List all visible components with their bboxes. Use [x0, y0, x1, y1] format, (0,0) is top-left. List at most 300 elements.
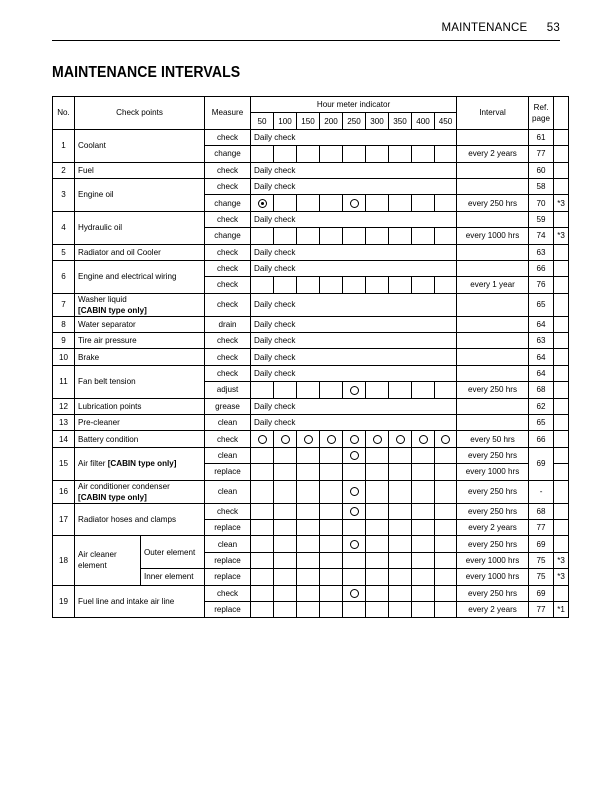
hour-mark-cell: [389, 382, 412, 398]
hour-mark-cell: [320, 146, 343, 162]
interval-cell: [457, 244, 529, 260]
item-number: 13: [53, 415, 75, 431]
hour-mark-cell: [297, 503, 320, 519]
ref-page-cell: 68: [529, 382, 554, 398]
ref-page-cell: 75: [529, 569, 554, 585]
measure-cell: replace: [205, 552, 251, 568]
interval-cell: every 250 hrs: [457, 195, 529, 211]
item-name-text: Fuel: [78, 165, 94, 175]
item-number: 17: [53, 503, 75, 536]
item-name: [75, 431, 205, 447]
ref-page-cell: 64: [529, 365, 554, 381]
hour-mark-cell: [435, 464, 457, 480]
measure-cell: check: [205, 260, 251, 276]
note-cell: *1: [554, 601, 569, 617]
hour-mark-cell: [274, 552, 297, 568]
item-number: 19: [53, 585, 75, 618]
item-name-text: Tire air pressure: [78, 336, 137, 346]
hour-mark-cell: [412, 146, 435, 162]
item-name-text: Fuel line and intake air line: [78, 596, 175, 606]
ref-page-cell: 64: [529, 316, 554, 332]
interval-cell: every 250 hrs: [457, 480, 529, 503]
maintenance-table: [52, 96, 569, 618]
item-name: [75, 178, 205, 211]
hour-mark-cell: [412, 585, 435, 601]
header-divider: [52, 40, 560, 41]
hour-mark-cell: [251, 519, 274, 535]
hour-mark-cell: [343, 382, 366, 398]
item-name-qualifier: [CABIN type only]: [78, 492, 147, 502]
note-cell: [554, 162, 569, 178]
item-name-text: Hydraulic oil: [78, 223, 123, 233]
measure-cell: clean: [205, 536, 251, 552]
item-name: [75, 585, 205, 618]
interval-cell: [457, 162, 529, 178]
daily-check-cell: Daily check: [251, 211, 457, 227]
measure-cell: check: [205, 293, 251, 316]
measure-cell: check: [205, 129, 251, 145]
hour-mark-cell: [412, 447, 435, 463]
daily-check-cell: Daily check: [251, 398, 457, 414]
item-name: [75, 349, 205, 365]
hour-mark-cell: [274, 447, 297, 463]
ref-page-cell: 77: [529, 519, 554, 535]
measure-cell: check: [205, 349, 251, 365]
interval-cell: every 250 hrs: [457, 536, 529, 552]
hour-mark-cell: [343, 585, 366, 601]
table-row: [53, 316, 569, 332]
col-header-measure: Measure: [205, 97, 251, 130]
interval-cell: every 250 hrs: [457, 503, 529, 519]
daily-check-cell: Daily check: [251, 349, 457, 365]
hour-mark-cell: [412, 569, 435, 585]
interval-cell: [457, 260, 529, 276]
item-number: 3: [53, 178, 75, 211]
table-row: [53, 260, 569, 276]
note-cell: [554, 398, 569, 414]
note-cell: *3: [554, 569, 569, 585]
interval-cell: every 1000 hrs: [457, 552, 529, 568]
note-cell: [554, 244, 569, 260]
item-number: 18: [53, 536, 75, 585]
hour-mark-cell: [435, 536, 457, 552]
interval-cell: [457, 365, 529, 381]
open-circle-icon: [350, 507, 359, 516]
measure-cell: adjust: [205, 382, 251, 398]
daily-check-cell: Daily check: [251, 244, 457, 260]
note-cell: [554, 519, 569, 535]
item-name: [75, 211, 205, 244]
ref-page-cell: 65: [529, 415, 554, 431]
note-cell: [554, 585, 569, 601]
item-name-qualifier: [CABIN type only]: [78, 305, 147, 315]
measure-cell: drain: [205, 316, 251, 332]
hour-mark-cell: [320, 519, 343, 535]
measure-cell: check: [205, 277, 251, 293]
hour-mark-cell: [297, 431, 320, 447]
measure-cell: replace: [205, 464, 251, 480]
ref-page-cell: 59: [529, 211, 554, 227]
hour-mark-cell: [251, 536, 274, 552]
hour-mark-cell: [343, 503, 366, 519]
hour-col-250: 250: [343, 113, 366, 129]
ref-page-cell: -: [529, 480, 554, 503]
hour-mark-cell: [297, 447, 320, 463]
hour-mark-cell: [412, 431, 435, 447]
item-number: 14: [53, 431, 75, 447]
table-row: [53, 536, 569, 552]
hour-mark-cell: [343, 431, 366, 447]
measure-cell: change: [205, 195, 251, 211]
note-cell: [554, 211, 569, 227]
hour-mark-cell: [412, 601, 435, 617]
item-number: 6: [53, 260, 75, 293]
hour-mark-cell: [251, 228, 274, 244]
daily-check-cell: Daily check: [251, 316, 457, 332]
measure-cell: clean: [205, 415, 251, 431]
hour-mark-cell: [389, 569, 412, 585]
interval-cell: every 1 year: [457, 277, 529, 293]
item-name-text: Washer liquid: [78, 294, 127, 304]
col-header-note: [554, 97, 569, 130]
hour-col-400: 400: [412, 113, 435, 129]
open-circle-icon: [350, 540, 359, 549]
hour-mark-cell: [343, 447, 366, 463]
hour-mark-cell: [435, 431, 457, 447]
hour-mark-cell: [320, 552, 343, 568]
table-row: [53, 129, 569, 145]
table-row: [53, 211, 569, 227]
measure-cell: check: [205, 365, 251, 381]
sub-item-name: Outer element: [141, 536, 205, 569]
hour-mark-cell: [251, 552, 274, 568]
ref-page-cell: 68: [529, 503, 554, 519]
note-cell: [554, 260, 569, 276]
hour-mark-cell: [412, 277, 435, 293]
hour-mark-cell: [412, 195, 435, 211]
interval-cell: every 1000 hrs: [457, 228, 529, 244]
hour-mark-cell: [366, 503, 389, 519]
note-cell: [554, 333, 569, 349]
hour-mark-cell: [389, 464, 412, 480]
table-row: [53, 349, 569, 365]
filled-circle-icon: [258, 199, 267, 208]
ref-page-cell: 65: [529, 293, 554, 316]
item-number: 16: [53, 480, 75, 503]
ref-page-cell: 77: [529, 146, 554, 162]
col-header-ref-page: Ref. page: [529, 97, 554, 130]
measure-cell: clean: [205, 480, 251, 503]
hour-mark-cell: [366, 480, 389, 503]
ref-page-cell: 66: [529, 260, 554, 276]
hour-mark-cell: [435, 447, 457, 463]
interval-cell: every 1000 hrs: [457, 569, 529, 585]
page-header: [52, 22, 560, 34]
hour-col-300: 300: [366, 113, 389, 129]
hour-mark-cell: [435, 503, 457, 519]
ref-page-cell: 63: [529, 333, 554, 349]
ref-page-cell: 63: [529, 244, 554, 260]
hour-mark-cell: [435, 277, 457, 293]
hour-mark-cell: [320, 601, 343, 617]
hour-mark-cell: [389, 519, 412, 535]
daily-check-cell: Daily check: [251, 260, 457, 276]
hour-mark-cell: [389, 146, 412, 162]
hour-mark-cell: [435, 228, 457, 244]
hour-col-150: 150: [297, 113, 320, 129]
hour-mark-cell: [366, 277, 389, 293]
hour-mark-cell: [320, 464, 343, 480]
item-name-text: Battery condition: [78, 434, 139, 444]
col-header-no: No.: [53, 97, 75, 130]
hour-mark-cell: [343, 277, 366, 293]
col-header-hour-meter: Hour meter indicator: [251, 97, 457, 113]
item-name-text: Air conditioner condenser: [78, 481, 170, 491]
interval-cell: [457, 293, 529, 316]
item-name: [75, 316, 205, 332]
hour-col-100: 100: [274, 113, 297, 129]
item-name: [75, 480, 205, 503]
measure-cell: check: [205, 585, 251, 601]
interval-cell: every 250 hrs: [457, 382, 529, 398]
interval-cell: [457, 349, 529, 365]
hour-mark-cell: [435, 569, 457, 585]
hour-mark-cell: [389, 585, 412, 601]
note-cell: [554, 277, 569, 293]
item-number: 5: [53, 244, 75, 260]
item-name-text: Radiator hoses and clamps: [78, 514, 177, 524]
open-circle-icon: [350, 435, 359, 444]
measure-cell: check: [205, 431, 251, 447]
hour-mark-cell: [366, 585, 389, 601]
hour-mark-cell: [366, 447, 389, 463]
hour-mark-cell: [412, 228, 435, 244]
open-circle-icon: [350, 199, 359, 208]
hour-mark-cell: [251, 431, 274, 447]
col-header-check-points: Check points: [75, 97, 205, 130]
page-title: MAINTENANCE INTERVALS: [52, 64, 241, 81]
item-name: [75, 260, 205, 293]
hour-mark-cell: [343, 228, 366, 244]
hour-mark-cell: [435, 552, 457, 568]
ref-page-cell: 58: [529, 178, 554, 194]
interval-cell: [457, 211, 529, 227]
col-header-interval: Interval: [457, 97, 529, 130]
hour-mark-cell: [320, 431, 343, 447]
interval-cell: [457, 398, 529, 414]
table-row: [53, 447, 569, 463]
page-number: 53: [546, 22, 560, 34]
ref-page-cell: 69: [529, 447, 554, 480]
item-name: [75, 293, 205, 316]
hour-mark-cell: [274, 601, 297, 617]
hour-mark-cell: [389, 447, 412, 463]
hour-mark-cell: [297, 464, 320, 480]
hour-mark-cell: [251, 480, 274, 503]
item-number: 9: [53, 333, 75, 349]
note-cell: [554, 349, 569, 365]
item-name-text: Coolant: [78, 141, 106, 151]
hour-mark-cell: [320, 195, 343, 211]
hour-mark-cell: [343, 464, 366, 480]
open-circle-icon: [396, 435, 405, 444]
hour-mark-cell: [366, 431, 389, 447]
item-name: [75, 129, 205, 162]
table-row: [53, 585, 569, 601]
interval-cell: every 2 years: [457, 146, 529, 162]
hour-mark-cell: [320, 382, 343, 398]
hour-mark-cell: [366, 382, 389, 398]
interval-cell: [457, 178, 529, 194]
note-cell: [554, 464, 569, 480]
ref-page-cell: 62: [529, 398, 554, 414]
hour-mark-cell: [297, 601, 320, 617]
measure-cell: check: [205, 503, 251, 519]
ref-page-cell: 75: [529, 552, 554, 568]
measure-cell: replace: [205, 601, 251, 617]
daily-check-cell: Daily check: [251, 129, 457, 145]
hour-mark-cell: [366, 146, 389, 162]
hour-mark-cell: [389, 195, 412, 211]
note-cell: [554, 447, 569, 463]
hour-mark-cell: [297, 228, 320, 244]
hour-mark-cell: [251, 277, 274, 293]
daily-check-cell: Daily check: [251, 415, 457, 431]
interval-cell: every 250 hrs: [457, 585, 529, 601]
hour-mark-cell: [412, 519, 435, 535]
hour-mark-cell: [297, 277, 320, 293]
measure-cell: check: [205, 244, 251, 260]
hour-mark-cell: [435, 480, 457, 503]
note-cell: [554, 382, 569, 398]
daily-check-cell: Daily check: [251, 293, 457, 316]
item-name: Air cleaner element: [75, 536, 141, 585]
daily-check-cell: Daily check: [251, 162, 457, 178]
measure-cell: replace: [205, 569, 251, 585]
hour-mark-cell: [251, 503, 274, 519]
hour-mark-cell: [366, 569, 389, 585]
hour-mark-cell: [320, 569, 343, 585]
hour-mark-cell: [412, 536, 435, 552]
item-name-text: Water separator: [78, 319, 136, 329]
hour-mark-cell: [274, 569, 297, 585]
table-row: [53, 415, 569, 431]
measure-cell: replace: [205, 519, 251, 535]
hour-mark-cell: [366, 601, 389, 617]
interval-cell: [457, 129, 529, 145]
hour-mark-cell: [435, 519, 457, 535]
hour-mark-cell: [412, 480, 435, 503]
table-row: [53, 244, 569, 260]
measure-cell: check: [205, 178, 251, 194]
hour-mark-cell: [435, 601, 457, 617]
hour-mark-cell: [412, 552, 435, 568]
open-circle-icon: [350, 386, 359, 395]
hour-mark-cell: [389, 480, 412, 503]
hour-col-350: 350: [389, 113, 412, 129]
item-name: [75, 398, 205, 414]
hour-mark-cell: [297, 519, 320, 535]
hour-mark-cell: [320, 503, 343, 519]
table-row: [53, 503, 569, 519]
hour-mark-cell: [251, 464, 274, 480]
ref-page-cell: 77: [529, 601, 554, 617]
measure-cell: check: [205, 333, 251, 349]
item-name: [75, 162, 205, 178]
item-name: [75, 415, 205, 431]
hour-mark-cell: [274, 536, 297, 552]
table-row: [53, 178, 569, 194]
hour-mark-cell: [251, 447, 274, 463]
note-cell: [554, 178, 569, 194]
hour-mark-cell: [389, 552, 412, 568]
hour-mark-cell: [297, 569, 320, 585]
table-row: [53, 365, 569, 381]
open-circle-icon: [350, 487, 359, 496]
table-row: [53, 162, 569, 178]
hour-mark-cell: [274, 277, 297, 293]
item-name-text: Lubrication points: [78, 401, 142, 411]
open-circle-icon: [350, 451, 359, 460]
hour-mark-cell: [435, 585, 457, 601]
open-circle-icon: [419, 435, 428, 444]
hour-mark-cell: [343, 601, 366, 617]
table-row: [53, 431, 569, 447]
ref-page-cell: 76: [529, 277, 554, 293]
hour-mark-cell: [320, 277, 343, 293]
interval-cell: every 250 hrs: [457, 447, 529, 463]
hour-mark-cell: [435, 195, 457, 211]
hour-mark-cell: [274, 382, 297, 398]
ref-page-cell: 61: [529, 129, 554, 145]
table-row: [53, 333, 569, 349]
hour-mark-cell: [274, 195, 297, 211]
item-name: [75, 503, 205, 536]
hour-mark-cell: [274, 146, 297, 162]
interval-cell: [457, 415, 529, 431]
hour-mark-cell: [251, 382, 274, 398]
item-name-text: Engine oil: [78, 190, 114, 200]
hour-mark-cell: [320, 585, 343, 601]
hour-mark-cell: [389, 536, 412, 552]
note-cell: [554, 536, 569, 552]
note-cell: [554, 503, 569, 519]
table-row: [53, 293, 569, 316]
hour-mark-cell: [320, 480, 343, 503]
hour-mark-cell: [366, 519, 389, 535]
measure-cell: change: [205, 228, 251, 244]
ref-page-cell: 70: [529, 195, 554, 211]
item-number: 1: [53, 129, 75, 162]
hour-col-50: 50: [251, 113, 274, 129]
item-number: 11: [53, 365, 75, 398]
note-cell: *3: [554, 228, 569, 244]
measure-cell: check: [205, 211, 251, 227]
hour-mark-cell: [274, 519, 297, 535]
hour-mark-cell: [366, 195, 389, 211]
hour-mark-cell: [274, 503, 297, 519]
ref-page-cell: 64: [529, 349, 554, 365]
hour-mark-cell: [320, 447, 343, 463]
item-number: 15: [53, 447, 75, 480]
ref-page-cell: 69: [529, 585, 554, 601]
hour-col-450: 450: [435, 113, 457, 129]
hour-mark-cell: [343, 195, 366, 211]
interval-cell: every 2 years: [457, 601, 529, 617]
open-circle-icon: [350, 589, 359, 598]
item-name: [75, 365, 205, 398]
item-number: 7: [53, 293, 75, 316]
